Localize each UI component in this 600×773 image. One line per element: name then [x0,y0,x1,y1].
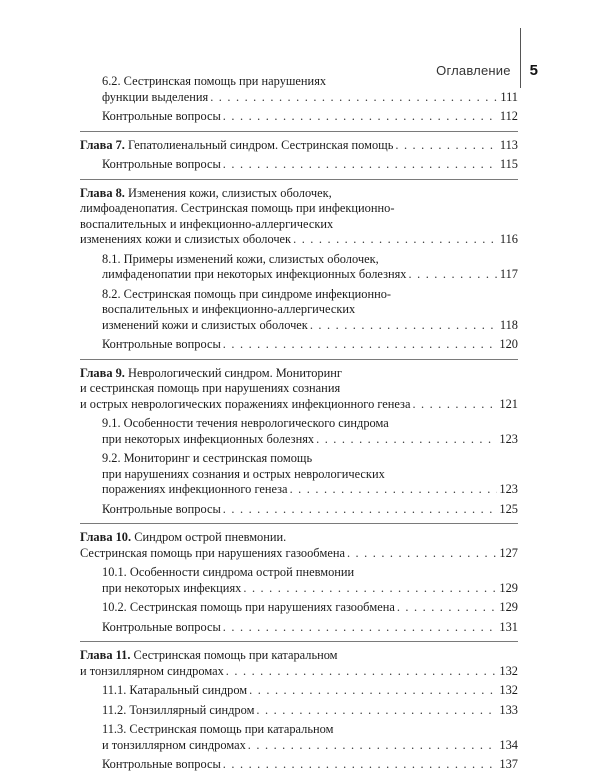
toc-entry-text: поражениях инфекционного генеза [102,482,288,496]
chapter-label: Глава 8. [80,185,129,200]
dot-leader [223,157,498,173]
toc-entry-text: Глава 8. Изменения кожи, слизистых оболочек, [80,185,332,200]
dot-leader [290,482,498,498]
chapter-label: Глава 10. [80,530,135,544]
toc-entry[interactable] [80,502,518,518]
toc-entry[interactable] [80,109,518,125]
dot-leader [249,683,497,699]
toc-entry-text: лимфаденопатии при некоторых инфекционных болезнях [102,267,407,281]
toc-entry-text: Контрольные вопросы [102,109,221,123]
toc-entry[interactable] [80,252,518,283]
chapter-divider [80,359,518,360]
toc-page-number: 129 [499,580,518,595]
toc-entry[interactable] [80,600,518,616]
toc-entry-text: 9.1. Особенности течения неврологического синдрома [102,416,389,430]
toc-page-number: 123 [499,431,518,446]
toc-page-number: 121 [499,396,518,411]
toc-entry-text: 8.1. Примеры изменений кожи, слизистых оболочек, [102,251,379,266]
toc-chapter-entry[interactable] [80,530,518,561]
dot-leader [316,432,497,448]
toc-entry-text: при некоторых инфекционных болезнях [102,431,315,446]
chapter-divider [80,179,518,180]
toc-page-number: 133 [499,702,518,717]
toc-page-number: 118 [499,317,518,332]
toc-entry[interactable] [80,683,518,699]
toc-entry[interactable] [80,565,518,596]
chapter-label: Глава 7. [80,137,129,152]
dot-leader [223,757,498,773]
toc-entry[interactable] [80,287,518,334]
toc-page-number: 129 [499,600,518,614]
toc-page-number: 112 [499,109,518,123]
chapter-divider [80,523,518,524]
toc-entry-text: воспалительных и инфекционно-аллергических [80,216,334,231]
toc-entry[interactable] [80,757,518,773]
toc-page-number: 132 [499,683,518,697]
dot-leader [223,337,498,353]
toc-entry-text: 10.2. Сестринская помощь при нарушениях газообмена [102,600,395,614]
toc-page-number: 137 [499,757,518,771]
dot-leader [223,620,498,636]
toc-page-number: 132 [499,663,518,678]
chapter-divider [80,641,518,642]
dot-leader [395,138,498,154]
toc-entry[interactable] [80,74,518,105]
toc-entry-text: при некоторых инфекциях [102,580,242,595]
toc-entry[interactable] [80,722,518,753]
toc-entry[interactable] [80,157,518,173]
header-divider [520,28,521,88]
toc-entry-text: Глава 11. Сестринская помощь при катаральном [80,648,338,662]
toc-entry-text: Контрольные вопросы [102,501,221,516]
toc-entry-text: 6.2. Сестринская помощь при нарушениях [102,74,327,88]
toc-page-number: 115 [499,157,518,171]
toc-entry-text: лимфоаденопатия. Сестринская помощь при инфекционно- [80,201,395,215]
toc-entry-text: 11.3. Сестринская помощь при катаральном [102,722,334,736]
dot-leader [223,109,498,125]
toc-entry-text: Контрольные вопросы [102,337,221,351]
toc-entry-text: воспалительных и инфекционно-аллергических [102,302,356,316]
toc-chapter-entry[interactable] [80,138,518,154]
toc-entry-text: функции выделения [102,89,209,104]
toc-chapter-entry[interactable] [80,366,518,413]
page-number: 5 [529,61,538,79]
toc-entry[interactable] [80,337,518,353]
toc-entry-text: Контрольные вопросы [102,757,221,771]
toc-entry-text: изменений кожи и слизистых оболочек [102,317,308,332]
toc-page-number: 131 [499,619,518,634]
toc-page-number: 127 [499,545,518,560]
toc-entry-text: при нарушениях сознания и острых неврологических [102,466,385,481]
chapter-divider [80,131,518,132]
toc-entry-text: 11.1. Катаральный синдром [102,683,248,697]
toc-entry-text: и острых неврологических поражениях инфекционного генеза [80,396,411,411]
toc-entry-text: Контрольные вопросы [102,619,221,634]
toc-entry[interactable] [80,703,518,719]
toc-page-number: 125 [499,501,518,516]
dot-leader [293,232,498,248]
dot-leader [256,703,497,719]
toc-entry-text: Глава 9. Неврологический синдром. Мониторинг [80,365,342,380]
toc-entry-text: и сестринская помощь при нарушениях сознания [80,381,341,395]
dot-leader [223,502,498,518]
toc-page-number: 123 [499,482,518,496]
toc-entry[interactable] [80,451,518,498]
toc-page-number: 134 [499,737,518,752]
toc-entry-text: изменениях кожи и слизистых оболочек [80,232,292,246]
toc-chapter-entry[interactable] [80,186,518,248]
toc-entry-text: Контрольные вопросы [102,157,221,171]
toc-entry-text: 9.2. Мониторинг и сестринская помощь [102,451,313,465]
dot-leader [412,397,497,413]
toc-page-number: 113 [499,137,518,152]
toc-entry-text: и тонзиллярном синдромах [102,737,246,752]
chapter-label: Глава 11. [80,648,134,662]
toc-entry-text: и тонзиллярном синдромах [80,663,224,678]
toc-entry[interactable] [80,416,518,447]
toc-page-number: 120 [499,337,518,351]
table-of-contents [80,74,518,773]
toc-entry-text: Глава 7. Гепатолиенальный синдром. Сестринская помощь [80,137,394,152]
toc-page-number: 117 [499,267,518,281]
toc-chapter-entry[interactable] [80,648,518,679]
toc-page-number: 116 [499,232,518,246]
toc-page-number: 111 [500,89,518,104]
toc-entry-text: 10.1. Особенности синдрома острой пневмонии [102,565,355,579]
toc-entry-text: Сестринская помощь при нарушениях газообмена [80,545,345,560]
toc-entry-text: Глава 10. Синдром острой пневмонии. [80,530,287,544]
chapter-label: Глава 9. [80,365,129,380]
dot-leader [347,546,497,562]
dot-leader [226,664,498,680]
dot-leader [248,738,498,754]
dot-leader [397,600,498,616]
dot-leader [210,90,498,106]
dot-leader [310,318,498,334]
toc-entry-text: 11.2. Тонзиллярный синдром [102,702,255,717]
header-title: Оглавление [436,62,511,78]
toc-entry[interactable] [80,620,518,636]
dot-leader [409,267,498,283]
toc-entry-text: 8.2. Сестринская помощь при синдроме инфекционно- [102,286,392,301]
dot-leader [243,581,497,597]
